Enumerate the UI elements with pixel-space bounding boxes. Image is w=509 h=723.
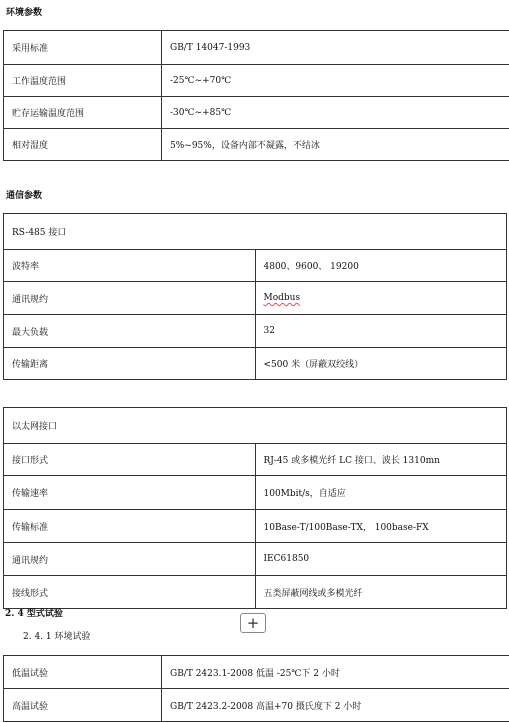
add-button[interactable]: + [240,613,266,633]
table-row [4,476,507,510]
test-key: 低温试验 [4,656,162,689]
table-row [4,97,509,129]
comm-heading: 通信参数 [6,191,43,201]
rs485-key: 波特率 [4,250,256,282]
table-row [4,510,507,543]
env-key: 相对湿度 [4,129,162,161]
ethernet-value: IEC61850 [255,543,507,576]
env-value: -30℃~+85℃ [162,97,509,129]
test-value: GB/T 2423.2-2008 高温+70 摄氏度下 2 小时 [162,689,509,722]
table-row [4,543,507,576]
ethernet-value: RJ-45 或多模光纤 LC 接口、波长 1310mn [255,444,507,476]
env-table [3,30,509,161]
ethernet-key: 接线形式 [4,576,256,609]
env-key: 贮存运输温度范围 [4,97,162,129]
section-heading: 2. 4 型式试验 [5,609,63,619]
table-row [4,656,509,689]
rs485-value [255,282,507,315]
section-subheading: 2. 4. 1 环境试验 [23,632,91,642]
ethernet-key: 传输标准 [4,510,256,543]
env-heading: 环境参数 [6,8,43,18]
table-row [4,444,507,476]
test-value: GB/T 2423.1-2008 低温 -25℃下 2 小时 [162,656,509,689]
table-row [4,31,509,65]
rs485-table [3,213,507,380]
env-value: GB/T 14047-1993 [162,31,509,65]
ethernet-key: 接口形式 [4,444,256,476]
test-table [3,655,509,722]
ethernet-key: 传输速率 [4,476,256,510]
table-row [4,282,507,315]
spellcheck-text: Modbus [263,293,301,303]
env-value: -25℃~+70℃ [162,65,509,97]
ethernet-value: 五类屏蔽网线或多模光纤 [255,576,507,609]
ethernet-table [3,407,507,609]
ethernet-key: 通讯规约 [4,543,256,576]
rs485-key: 最大负载 [4,315,256,348]
env-value: 5%~95%，设备内部不凝露，不结冰 [162,129,509,161]
table-row [4,576,507,609]
env-key: 工作温度范围 [4,65,162,97]
rs485-key: 传输距离 [4,348,256,380]
test-key: 高温试验 [4,689,162,722]
table-row [4,250,507,282]
ethernet-value: 10Base-T/100Base-TX， 100base-FX [255,510,507,543]
env-key: 采用标准 [4,31,162,65]
rs485-value: 4800、9600、 19200 [255,250,507,282]
table-row [4,408,507,444]
ethernet-title: 以太网接口 [4,408,507,444]
table-row [4,689,509,722]
ethernet-value: 100Mbit/s，自适应 [255,476,507,510]
table-row [4,348,507,380]
table-row [4,65,509,97]
rs485-value: <500 米（屏蔽双绞线） [255,348,507,380]
rs485-value: 32 [255,315,507,348]
rs485-title: RS-485 接口 [4,214,507,250]
table-row [4,315,507,348]
table-row [4,214,507,250]
rs485-key: 通讯规约 [4,282,256,315]
table-row [4,129,509,161]
